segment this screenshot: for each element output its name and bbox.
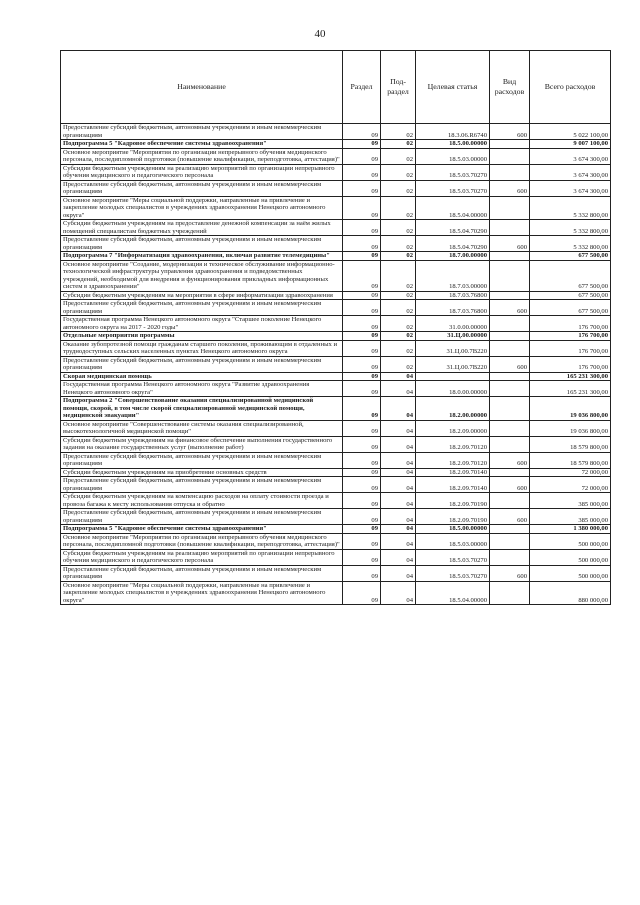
cell-section: 09 xyxy=(343,468,381,477)
cell-name: Субсидии бюджетным учреждениям на финансовое обеспечение выполнения государственного задания на оказание государственных услуг (выполнение работ) xyxy=(61,436,343,452)
cell-section: 09 xyxy=(343,196,381,220)
cell-expense-type xyxy=(490,493,530,509)
table-row xyxy=(61,300,611,316)
cell-subsection: 04 xyxy=(381,468,416,477)
table-row xyxy=(61,252,611,261)
cell-expense-type: 600 xyxy=(490,236,530,252)
cell-name: Основное мероприятие "Создание, модернизация и техническое обслуживание информационно-технологической инфраструктуры управления здравоохранения и подведомственных учреждений, необходимой для внедрения и функционирования прикладных информационных систем в здравоохранении" xyxy=(61,260,343,291)
cell-target: 18.5.00.00000 xyxy=(416,140,490,149)
cell-total: 5 022 100,00 xyxy=(530,124,611,140)
cell-total: 72 000,00 xyxy=(530,468,611,477)
cell-subsection: 02 xyxy=(381,196,416,220)
cell-expense-type xyxy=(490,332,530,341)
cell-target: 18.5.03.70270 xyxy=(416,164,490,180)
cell-section: 09 xyxy=(343,316,381,332)
table-row xyxy=(61,236,611,252)
cell-target: 18.5.04.70290 xyxy=(416,220,490,236)
cell-target: 18.7.00.00000 xyxy=(416,252,490,261)
cell-total: 176 700,00 xyxy=(530,316,611,332)
cell-section: 09 xyxy=(343,332,381,341)
table-row xyxy=(61,468,611,477)
cell-target: 18.2.09.70120 xyxy=(416,436,490,452)
cell-target: 18.2.00.00000 xyxy=(416,397,490,421)
table-row xyxy=(61,452,611,468)
cell-target: 31.Ц.00.00000 xyxy=(416,332,490,341)
cell-target: 18.2.09.70190 xyxy=(416,509,490,525)
cell-expense-type xyxy=(490,316,530,332)
cell-target: 18.3.06.R6740 xyxy=(416,124,490,140)
cell-target: 18.2.09.70120 xyxy=(416,452,490,468)
cell-total: 18 579 800,00 xyxy=(530,452,611,468)
cell-total: 5 332 800,00 xyxy=(530,236,611,252)
cell-total: 5 332 800,00 xyxy=(530,220,611,236)
cell-expense-type xyxy=(490,381,530,397)
cell-total: 18 579 800,00 xyxy=(530,436,611,452)
header-target: Целевая статья xyxy=(416,51,490,124)
cell-total: 9 007 100,00 xyxy=(530,140,611,149)
cell-expense-type: 600 xyxy=(490,124,530,140)
cell-subsection: 04 xyxy=(381,549,416,565)
cell-section: 09 xyxy=(343,549,381,565)
cell-subsection: 04 xyxy=(381,452,416,468)
cell-total: 385 000,00 xyxy=(530,509,611,525)
cell-name: Субсидии бюджетным учреждениям на реализацию мероприятий по организации непрерывного обучения медицинского и педагогического персонала xyxy=(61,164,343,180)
cell-target: 31.0.00.00000 xyxy=(416,316,490,332)
cell-total: 677 500,00 xyxy=(530,291,611,300)
cell-section: 09 xyxy=(343,525,381,534)
cell-target: 18.5.04.00000 xyxy=(416,196,490,220)
cell-section: 09 xyxy=(343,533,381,549)
cell-subsection: 02 xyxy=(381,252,416,261)
table-row xyxy=(61,436,611,452)
table-row xyxy=(61,124,611,140)
cell-target: 18.7.03.76800 xyxy=(416,300,490,316)
cell-target: 18.2.09.70140 xyxy=(416,477,490,493)
cell-section: 09 xyxy=(343,148,381,164)
cell-target: 18.2.09.70190 xyxy=(416,493,490,509)
cell-section: 09 xyxy=(343,124,381,140)
cell-target: 18.5.03.70270 xyxy=(416,549,490,565)
cell-name: Основное мероприятие "Совершенствование системы оказания специализированной, высокотехнологичной медицинской помощи" xyxy=(61,420,343,436)
cell-subsection: 04 xyxy=(381,477,416,493)
table-row xyxy=(61,420,611,436)
cell-subsection: 02 xyxy=(381,260,416,291)
cell-subsection: 04 xyxy=(381,436,416,452)
cell-subsection: 04 xyxy=(381,420,416,436)
cell-subsection: 02 xyxy=(381,220,416,236)
cell-target: 18.5.03.70270 xyxy=(416,180,490,196)
cell-name: Предоставление субсидий бюджетным, автономным учреждениям и иным некоммерческим организациям xyxy=(61,356,343,372)
cell-section: 09 xyxy=(343,477,381,493)
table-row xyxy=(61,291,611,300)
cell-section: 09 xyxy=(343,452,381,468)
cell-target: 18.5.03.00000 xyxy=(416,148,490,164)
cell-total: 165 231 300,00 xyxy=(530,381,611,397)
cell-expense-type: 600 xyxy=(490,180,530,196)
cell-expense-type: 600 xyxy=(490,509,530,525)
header-name: Наименование xyxy=(61,51,343,124)
cell-subsection: 02 xyxy=(381,124,416,140)
cell-expense-type xyxy=(490,340,530,356)
table-row xyxy=(61,140,611,149)
cell-target: 18.2.09.70140 xyxy=(416,468,490,477)
cell-expense-type xyxy=(490,291,530,300)
cell-total: 176 700,00 xyxy=(530,356,611,372)
cell-subsection: 02 xyxy=(381,164,416,180)
table-row xyxy=(61,164,611,180)
table-row xyxy=(61,372,611,381)
cell-total: 1 380 000,00 xyxy=(530,525,611,534)
table-row xyxy=(61,148,611,164)
cell-name: Предоставление субсидий бюджетным, автономным учреждениям и иным некоммерческим организациям xyxy=(61,300,343,316)
cell-expense-type xyxy=(490,397,530,421)
cell-target: 18.5.03.70270 xyxy=(416,565,490,581)
table-row xyxy=(61,332,611,341)
cell-subsection: 02 xyxy=(381,236,416,252)
table-row xyxy=(61,493,611,509)
cell-expense-type xyxy=(490,196,530,220)
budget-table xyxy=(60,50,611,605)
cell-total: 176 700,00 xyxy=(530,340,611,356)
header-total: Всего расходов xyxy=(530,51,611,124)
cell-section: 09 xyxy=(343,220,381,236)
cell-total: 677 500,00 xyxy=(530,300,611,316)
cell-name: Субсидии бюджетным учреждениям на приобретение основных средств xyxy=(61,468,343,477)
cell-name: Основное мероприятие "Мероприятия по организации непрерывного обучения медицинского персонала, последипломной подготовки (повышение квалификации, переподготовка, аттестация)" xyxy=(61,533,343,549)
header-section: Раздел xyxy=(343,51,381,124)
cell-total: 385 000,00 xyxy=(530,493,611,509)
cell-target: 31.Ц.00.7В220 xyxy=(416,340,490,356)
cell-expense-type xyxy=(490,581,530,605)
cell-target: 18.5.03.00000 xyxy=(416,533,490,549)
cell-subsection: 04 xyxy=(381,397,416,421)
cell-target: 18.5.00.00000 xyxy=(416,525,490,534)
cell-name: Предоставление субсидий бюджетным, автономным учреждениям и иным некоммерческим организациям xyxy=(61,477,343,493)
cell-name: Предоставление субсидий бюджетным, автономным учреждениям и иным некоммерческим организациям xyxy=(61,452,343,468)
cell-subsection: 04 xyxy=(381,509,416,525)
table-row xyxy=(61,581,611,605)
cell-expense-type xyxy=(490,164,530,180)
cell-total: 500 000,00 xyxy=(530,565,611,581)
cell-name: Оказание зубопротезной помощи гражданам старшего поколения, проживающим в отдаленных и труднодоступных сельских населенных пунктах Ненецкого автономного округа xyxy=(61,340,343,356)
cell-section: 09 xyxy=(343,252,381,261)
cell-expense-type xyxy=(490,252,530,261)
cell-expense-type xyxy=(490,468,530,477)
cell-name: Отдельные мероприятия программы xyxy=(61,332,343,341)
cell-subsection: 04 xyxy=(381,533,416,549)
cell-expense-type xyxy=(490,549,530,565)
cell-subsection: 02 xyxy=(381,180,416,196)
cell-section: 09 xyxy=(343,493,381,509)
cell-name: Подпрограмма 2 "Совершенствование оказания специализированной медицинской помощи, скорой, в том числе скорой специализированной медицинской помощи, медицинской эвакуации" xyxy=(61,397,343,421)
cell-total: 5 332 800,00 xyxy=(530,196,611,220)
cell-section: 09 xyxy=(343,356,381,372)
cell-subsection: 04 xyxy=(381,525,416,534)
cell-name: Подпрограмма 7 "Информатизация здравоохранения, включая развитие телемедицины" xyxy=(61,252,343,261)
table-row xyxy=(61,196,611,220)
cell-subsection: 02 xyxy=(381,300,416,316)
cell-section: 09 xyxy=(343,420,381,436)
cell-name: Предоставление субсидий бюджетным, автономным учреждениям и иным некоммерческим организациям xyxy=(61,565,343,581)
cell-subsection: 04 xyxy=(381,372,416,381)
table-row xyxy=(61,477,611,493)
cell-target: 18.5.04.00000 xyxy=(416,581,490,605)
cell-section: 09 xyxy=(343,340,381,356)
cell-section: 09 xyxy=(343,397,381,421)
cell-expense-type: 600 xyxy=(490,452,530,468)
cell-total: 19 036 800,00 xyxy=(530,397,611,421)
cell-name: Субсидии бюджетным учреждениям на реализацию мероприятий по организации непрерывного обучения медицинского и педагогического персонала xyxy=(61,549,343,565)
table-row xyxy=(61,525,611,534)
cell-expense-type xyxy=(490,260,530,291)
table-row xyxy=(61,340,611,356)
cell-name: Предоставление субсидий бюджетным, автономным учреждениям и иным некоммерческим организациям xyxy=(61,180,343,196)
cell-total: 3 674 300,00 xyxy=(530,180,611,196)
table-row xyxy=(61,397,611,421)
cell-expense-type: 600 xyxy=(490,300,530,316)
cell-expense-type xyxy=(490,140,530,149)
cell-expense-type: 600 xyxy=(490,356,530,372)
cell-total: 72 000,00 xyxy=(530,477,611,493)
page-number: 40 xyxy=(314,28,326,40)
cell-target: 31.Ц.00.7В220 xyxy=(416,356,490,372)
cell-section: 09 xyxy=(343,509,381,525)
table-row xyxy=(61,356,611,372)
cell-section: 09 xyxy=(343,140,381,149)
cell-subsection: 04 xyxy=(381,493,416,509)
cell-expense-type xyxy=(490,148,530,164)
cell-section: 09 xyxy=(343,260,381,291)
cell-total: 677 500,00 xyxy=(530,260,611,291)
cell-subsection: 04 xyxy=(381,565,416,581)
cell-name: Предоставление субсидий бюджетным, автономным учреждениям и иным некоммерческим организациям xyxy=(61,124,343,140)
cell-subsection: 02 xyxy=(381,316,416,332)
cell-name: Субсидии бюджетным учреждениям на предоставление денежной компенсации за наём жилых помещений специалистам бюджетных учреждений xyxy=(61,220,343,236)
cell-name: Подпрограмма 5 "Кадровое обеспечение системы здравоохранения" xyxy=(61,525,343,534)
table-row xyxy=(61,260,611,291)
cell-name: Основное мероприятие "Мероприятия по организации непрерывного обучения медицинского персонала, последипломной подготовки (повышение квалификации, переподготовка, аттестация)" xyxy=(61,148,343,164)
cell-name: Предоставление субсидий бюджетным, автономным учреждениям и иным некоммерческим организациям xyxy=(61,236,343,252)
cell-name: Подпрограмма 5 "Кадровое обеспечение системы здравоохранения" xyxy=(61,140,343,149)
table-row xyxy=(61,316,611,332)
cell-total: 3 674 300,00 xyxy=(530,148,611,164)
cell-subsection: 02 xyxy=(381,148,416,164)
cell-target xyxy=(416,372,490,381)
cell-name: Основное мероприятие "Меры социальной поддержки, направленные на привлечение и закрепление молодых специалистов в учреждениях здравоохранения Ненецкого автономного округа" xyxy=(61,196,343,220)
table-row xyxy=(61,549,611,565)
cell-total: 19 036 800,00 xyxy=(530,420,611,436)
cell-target: 18.0.00.00000 xyxy=(416,381,490,397)
cell-section: 09 xyxy=(343,164,381,180)
cell-total: 500 000,00 xyxy=(530,533,611,549)
header-expense-type: Вид расходов xyxy=(490,51,530,124)
cell-subsection: 02 xyxy=(381,340,416,356)
cell-subsection: 02 xyxy=(381,332,416,341)
table-row xyxy=(61,565,611,581)
cell-section: 09 xyxy=(343,180,381,196)
cell-subsection: 02 xyxy=(381,356,416,372)
cell-section: 09 xyxy=(343,581,381,605)
cell-expense-type xyxy=(490,420,530,436)
cell-section: 09 xyxy=(343,300,381,316)
table-body xyxy=(61,124,611,605)
cell-expense-type xyxy=(490,372,530,381)
cell-target: 18.7.03.76800 xyxy=(416,291,490,300)
cell-section: 09 xyxy=(343,381,381,397)
cell-subsection: 02 xyxy=(381,140,416,149)
header-subsection: Под-раздел xyxy=(381,51,416,124)
cell-expense-type xyxy=(490,436,530,452)
cell-expense-type xyxy=(490,220,530,236)
table-row xyxy=(61,381,611,397)
cell-total: 880 000,00 xyxy=(530,581,611,605)
cell-total: 176 700,00 xyxy=(530,332,611,341)
cell-section: 09 xyxy=(343,565,381,581)
table-header-row xyxy=(61,51,611,124)
table-row xyxy=(61,220,611,236)
cell-name: Скорая медицинская помощь xyxy=(61,372,343,381)
cell-subsection: 02 xyxy=(381,291,416,300)
cell-target: 18.7.03.00000 xyxy=(416,260,490,291)
cell-section: 09 xyxy=(343,236,381,252)
cell-total: 677 500,00 xyxy=(530,252,611,261)
cell-section: 09 xyxy=(343,436,381,452)
cell-name: Субсидии бюджетным учреждениям на компенсацию расходов на оплату стоимости проезда и провоза багажа к месту использования отпуска и обратно xyxy=(61,493,343,509)
cell-expense-type: 600 xyxy=(490,565,530,581)
cell-name: Основное мероприятие "Меры социальной поддержки, направленные на привлечение и закрепление молодых специалистов в учреждениях здравоохранения Ненецкого автономного округа" xyxy=(61,581,343,605)
cell-total: 500 000,00 xyxy=(530,549,611,565)
cell-name: Государственная программа Ненецкого автономного округа "Старшее поколение Ненецкого автономного округа на 2017 - 2020 годы" xyxy=(61,316,343,332)
table-row xyxy=(61,509,611,525)
cell-total: 3 674 300,00 xyxy=(530,164,611,180)
cell-target: 18.2.09.00000 xyxy=(416,420,490,436)
cell-name: Субсидии бюджетным учреждениям на мероприятия в сфере информатизации здравоохранения xyxy=(61,291,343,300)
cell-subsection: 04 xyxy=(381,581,416,605)
table-row xyxy=(61,180,611,196)
cell-expense-type: 600 xyxy=(490,477,530,493)
cell-subsection: 04 xyxy=(381,381,416,397)
cell-name: Предоставление субсидий бюджетным, автономным учреждениям и иным некоммерческим организациям xyxy=(61,509,343,525)
cell-section: 09 xyxy=(343,372,381,381)
cell-expense-type xyxy=(490,533,530,549)
cell-name: Государственная программа Ненецкого автономного округа "Развитие здравоохранения Ненецкого автономного округа" xyxy=(61,381,343,397)
cell-section: 09 xyxy=(343,291,381,300)
cell-expense-type xyxy=(490,525,530,534)
cell-total: 165 231 300,00 xyxy=(530,372,611,381)
cell-target: 18.5.04.70290 xyxy=(416,236,490,252)
table-row xyxy=(61,533,611,549)
